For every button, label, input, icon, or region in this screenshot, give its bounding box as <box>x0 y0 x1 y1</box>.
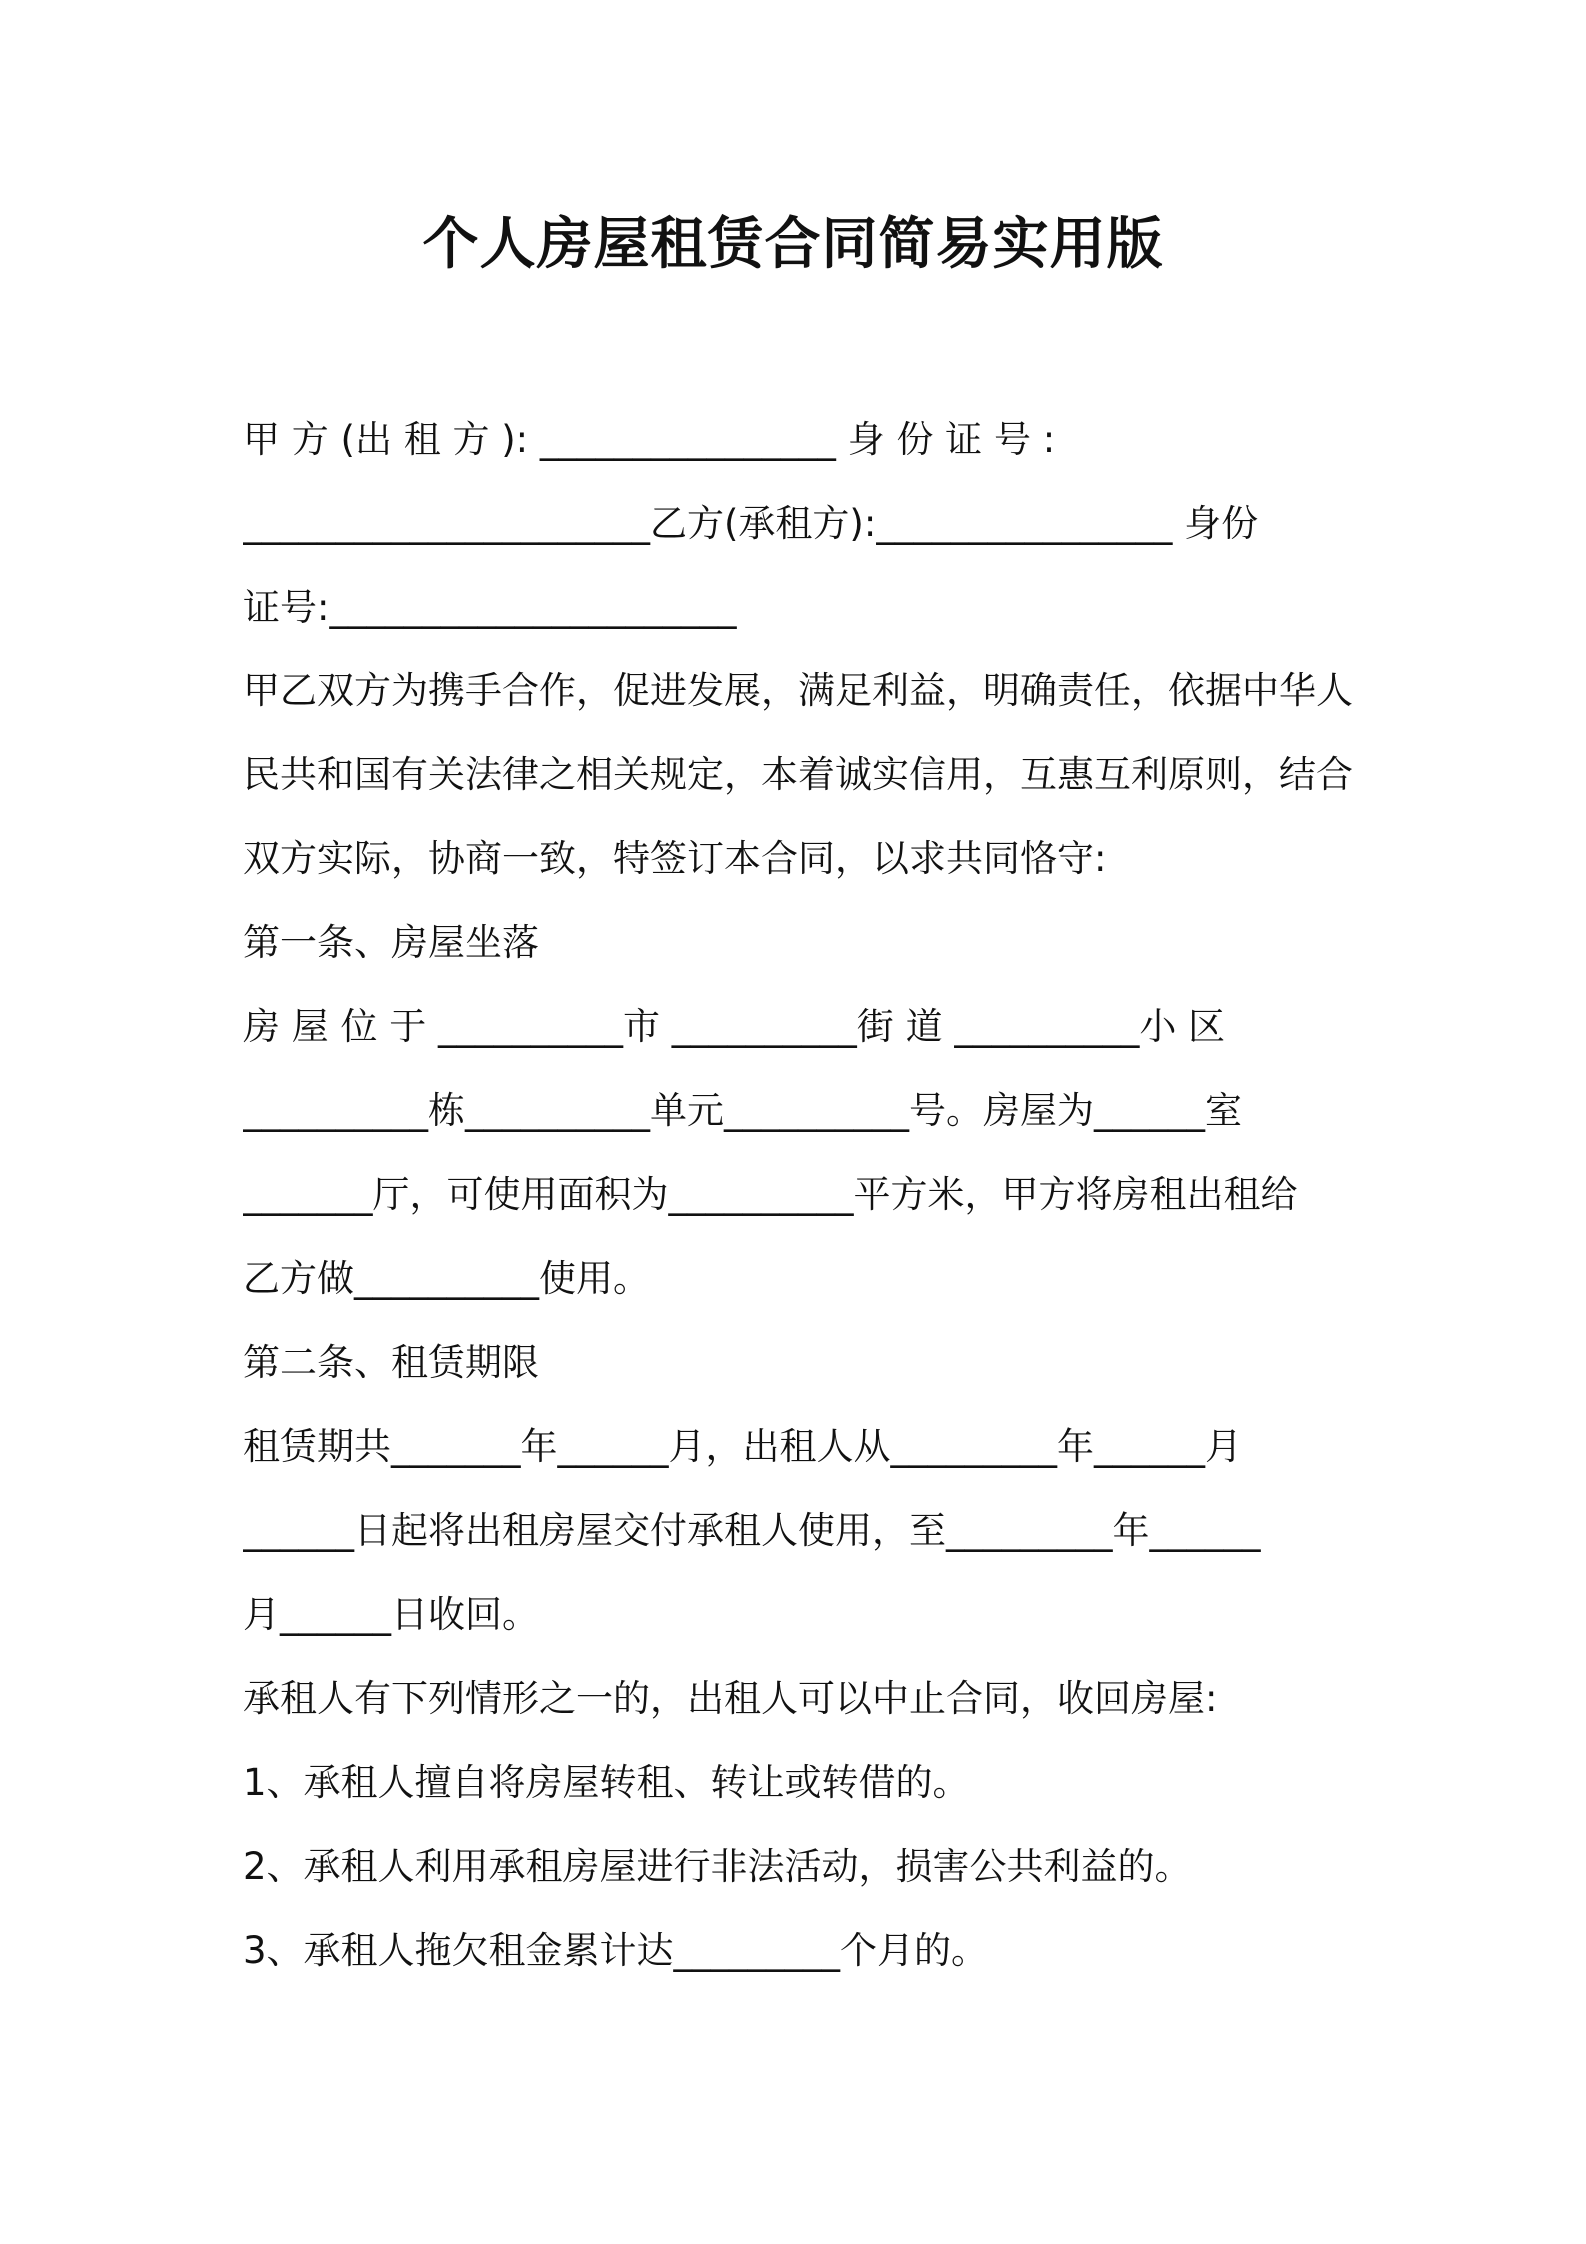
article-2-line-1: 租赁期共_______年______月，出租人从_________年______月 <box>243 1425 1242 1468</box>
termination-item-1: 1、承租人擅自将房屋转租、转让或转借的。 <box>243 1761 970 1804</box>
termination-item-3: 3、承租人拖欠租金累计达_________个月的。 <box>243 1929 989 1972</box>
preamble-line-3: 双方实际，协商一致，特签订本合同，以求共同恪守: <box>243 837 1107 880</box>
article-1-line-3: _______厅，可使用面积为__________平方米，甲方将房租出租给 <box>243 1173 1298 1216</box>
preamble-line-2: 民共和国有关法律之相关规定，本着诚实信用，互惠互利原则，结合 <box>243 753 1353 796</box>
preamble-line-1: 甲乙双方为携手合作，促进发展，满足利益，明确责任，依据中华人 <box>243 669 1353 712</box>
article-1-line-4: 乙方做__________使用。 <box>243 1257 650 1300</box>
termination-intro: 承租人有下列情形之一的，出租人可以中止合同，收回房屋: <box>243 1677 1218 1720</box>
article-1-heading: 第一条、房屋坐落 <box>243 921 539 964</box>
article-2-line-3: 月______日收回。 <box>243 1593 539 1636</box>
article-1-line-2: __________栋__________单元__________号。房屋为______室 <box>243 1089 1242 1132</box>
party-b-id-line: 证号:______________________ <box>243 586 737 629</box>
article-2-line-2: ______日起将出租房屋交付承租人使用，至_________年______ <box>243 1509 1261 1552</box>
party-b-text: ______________________乙方(承租方):________________ 身份 <box>243 502 1259 545</box>
termination-item-2: 2、承租人利用承租房屋进行非法活动，损害公共利益的。 <box>243 1845 1192 1888</box>
party-a-line <box>243 410 1355 470</box>
party-a-text: 甲 方 (出 租 方 ): ________________ 身 份 证 号 : <box>243 418 1056 461</box>
article-2-heading: 第二条、租赁期限 <box>243 1341 539 1384</box>
document-title: 个人房屋租赁合同简易实用版 <box>422 212 1164 277</box>
article-1-line-1: 房 屋 位 于 __________市 __________街 道 __________小 区 <box>243 1005 1226 1048</box>
party-b-line <box>243 494 1355 554</box>
